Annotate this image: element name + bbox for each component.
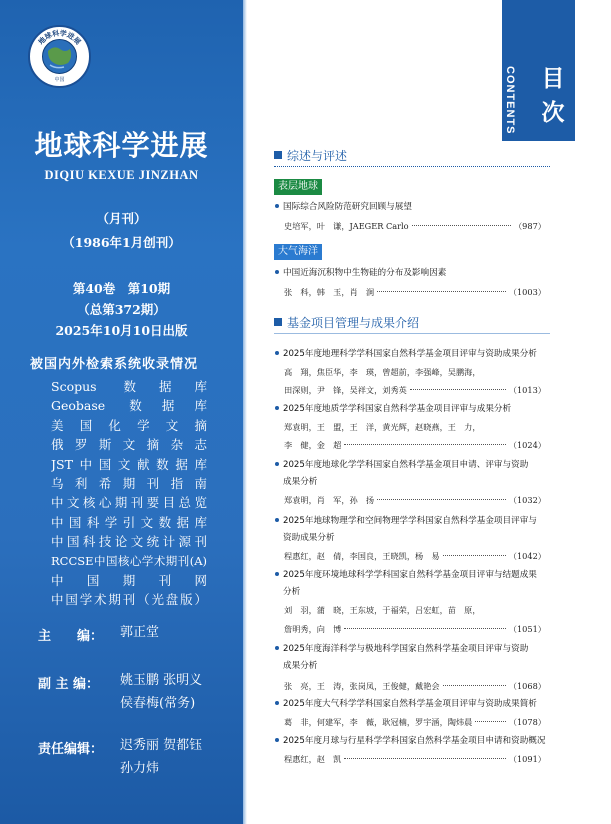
contents-label-zh bbox=[538, 62, 568, 130]
index-item: Geobase 数据库 bbox=[51, 398, 207, 414]
contents-char: 次 bbox=[541, 100, 565, 126]
journal-pinyin: DIQIU KEXUE JINZHAN bbox=[44, 168, 199, 182]
article-title-cont: 分析 bbox=[283, 587, 301, 597]
article-title[interactable]: 2025年度环境地球科学学科国家自然科学基金项目评审与结题成果 bbox=[275, 566, 553, 584]
bullet-icon bbox=[275, 204, 279, 208]
editor-in-chief-name: 郭正堂 bbox=[120, 625, 160, 640]
article-title[interactable]: 2025年度海洋科学与极地科学国家自然科学基金项目评审与资助 bbox=[275, 640, 553, 658]
total-issue: （总第372期） bbox=[77, 302, 166, 317]
article-authors: 张 亮，王 涛，张岗凤，王俊健，戴艳会 （1068） bbox=[284, 677, 546, 695]
journal-title: 地球科学进展 bbox=[34, 129, 209, 162]
journal-logo bbox=[28, 25, 91, 88]
page-number: （1078） bbox=[508, 717, 546, 727]
index-item: JST中国文献数据库 bbox=[51, 456, 207, 472]
responsible-editors-label: 责任编辑： bbox=[38, 742, 104, 757]
article-title[interactable]: 2025年度大气科学学科国家自然科学基金项目评审与资助成果简析 bbox=[275, 695, 553, 713]
article-authors: 刘 羽，蒲 晓，王东坡，于福荣，吕宏虹，苗 原， bbox=[284, 605, 481, 615]
article-authors: 张 科，韩 玉，肖 涧 （1003） bbox=[284, 283, 546, 301]
index-item: 美国化学文摘 bbox=[51, 417, 207, 433]
page-number: （1032） bbox=[508, 495, 546, 505]
deputy-editors-line: 侯春梅(常务) bbox=[120, 696, 196, 711]
index-list bbox=[51, 377, 207, 610]
contents-char: 目 bbox=[541, 66, 565, 92]
founded-date: （1986年1月创刊） bbox=[62, 235, 181, 250]
section-heading-text: 综述与评述 bbox=[287, 149, 348, 163]
volume-issue: 第40卷 第10期 bbox=[72, 281, 171, 296]
article-title-cont: 资助成果分析 bbox=[283, 533, 335, 543]
frequency: （月刊） bbox=[96, 211, 147, 226]
article-authors: 葛 非，何建军，李 薇，耿冠楠，罗宇涵，陶炜晨 （1078） bbox=[284, 713, 546, 731]
bullet-icon bbox=[275, 646, 279, 650]
page-number: （1091） bbox=[508, 754, 546, 764]
section-square-icon bbox=[274, 151, 282, 159]
article-authors: 高 翔，焦臣华，李 瑛，曾超前，李强峰，吴鹏海， bbox=[284, 367, 481, 377]
responsible-editors-line: 迟秀丽 贺都钰 bbox=[120, 738, 203, 753]
editor-in-chief-label: 主 编： bbox=[38, 629, 104, 644]
page-number: （1003） bbox=[508, 287, 546, 297]
index-item: 中国学术期刊（光盘版） bbox=[51, 592, 207, 608]
responsible-editors-line: 孙力炜 bbox=[120, 761, 160, 776]
section-heading bbox=[274, 147, 347, 163]
bullet-icon bbox=[275, 351, 279, 355]
section-square-icon bbox=[274, 318, 282, 326]
article-title[interactable]: 国际综合风险防范研究回顾与展望 bbox=[275, 198, 553, 216]
article-authors: 郑袁明，王 盟，王 洋，黄光辉，赵晓燕，王 力， bbox=[284, 422, 481, 432]
article-title[interactable]: 2025年度地质学学科国家自然科学基金项目评审与成果分析 bbox=[275, 400, 553, 418]
page-number: （1013） bbox=[508, 385, 546, 395]
page-number: （1042） bbox=[508, 551, 546, 561]
article-title-cont: 成果分析 bbox=[283, 477, 318, 487]
section-rule bbox=[274, 333, 550, 334]
index-item: 俄罗斯文摘杂志 bbox=[51, 437, 207, 453]
index-item: Scopus 数据库 bbox=[51, 379, 207, 394]
index-heading: 被国内外检索系统收录情况 bbox=[30, 357, 199, 372]
bullet-icon bbox=[275, 406, 279, 410]
bullet-icon bbox=[275, 572, 279, 576]
section-heading-text: 基金项目管理与成果介绍 bbox=[287, 316, 420, 330]
article-authors: 李 健，金 超 （1024） bbox=[284, 436, 546, 454]
category-tag: 大气海洋 bbox=[274, 244, 322, 260]
bullet-icon bbox=[275, 462, 279, 466]
page-number: （1051） bbox=[508, 624, 546, 634]
logo-bottom-text: 中国 bbox=[54, 77, 65, 83]
page-number: （1024） bbox=[508, 440, 546, 450]
publish-date: 2025年10月10日出版 bbox=[55, 323, 188, 338]
bullet-icon bbox=[275, 270, 279, 274]
article-authors: 程惠红，赵 凯 （1091） bbox=[284, 750, 546, 768]
index-item: 中国期刊网 bbox=[51, 572, 207, 588]
contents-tab bbox=[502, 0, 575, 141]
article-title[interactable]: 中国近海沉积物中生物硅的分布及影响因素 bbox=[275, 264, 553, 282]
bullet-icon bbox=[275, 701, 279, 705]
article-authors: 郑袁明，肖 军，孙 扬 （1032） bbox=[284, 491, 546, 509]
section-heading bbox=[274, 314, 419, 330]
bullet-icon bbox=[275, 738, 279, 742]
deputy-editors-label: 副 主 编： bbox=[38, 677, 100, 692]
article-authors: 田深则，尹 锋，吴祥文，刘秀英 （1013） bbox=[284, 381, 546, 399]
index-item: 中国科学引文数据库 bbox=[51, 514, 207, 530]
article-authors: 詹明秀，向 博 （1051） bbox=[284, 620, 546, 638]
article-authors: 程惠红，赵 倩，李国良，王晓凯，杨 易 （1042） bbox=[284, 547, 546, 565]
article-title[interactable]: 2025年度月球与行星科学学科国家自然科学基金项目申请和资助概况 bbox=[275, 732, 553, 750]
page-number: （987） bbox=[513, 221, 546, 231]
globe-icon bbox=[30, 27, 89, 86]
contents-label-en: CONTENTS bbox=[504, 66, 516, 135]
index-item: 乌利希期刊指南 bbox=[51, 475, 207, 491]
panel-edge-divider bbox=[243, 0, 247, 824]
page-number: （1068） bbox=[508, 681, 546, 691]
article-title-cont: 成果分析 bbox=[283, 661, 318, 671]
index-item: 中国科技论文统计源刊 bbox=[51, 534, 207, 550]
logo-ring-text: 地球科学进展 bbox=[37, 29, 82, 47]
article-title[interactable]: 2025年度地球化学学科国家自然科学基金项目申请、评审与资助 bbox=[275, 456, 553, 474]
index-item: RCCSE中国核心学术期刊(A) bbox=[51, 553, 207, 568]
section-rule bbox=[274, 166, 550, 167]
article-title[interactable]: 2025年地球物理学和空间物理学学科国家自然科学基金项目评审与 bbox=[275, 512, 553, 530]
category-tag: 表层地球 bbox=[274, 179, 322, 195]
cover-panel bbox=[0, 0, 243, 824]
deputy-editors-line: 姚玉鹏 张明义 bbox=[120, 673, 203, 688]
article-authors: 史培军，叶 谦，JAEGER Carlo （987） bbox=[284, 217, 546, 235]
article-title[interactable]: 2025年度地理科学学科国家自然科学基金项目评审与资助成果分析 bbox=[275, 345, 553, 363]
bullet-icon bbox=[275, 518, 279, 522]
index-item: 中文核心期刊要目总览 bbox=[51, 495, 207, 511]
